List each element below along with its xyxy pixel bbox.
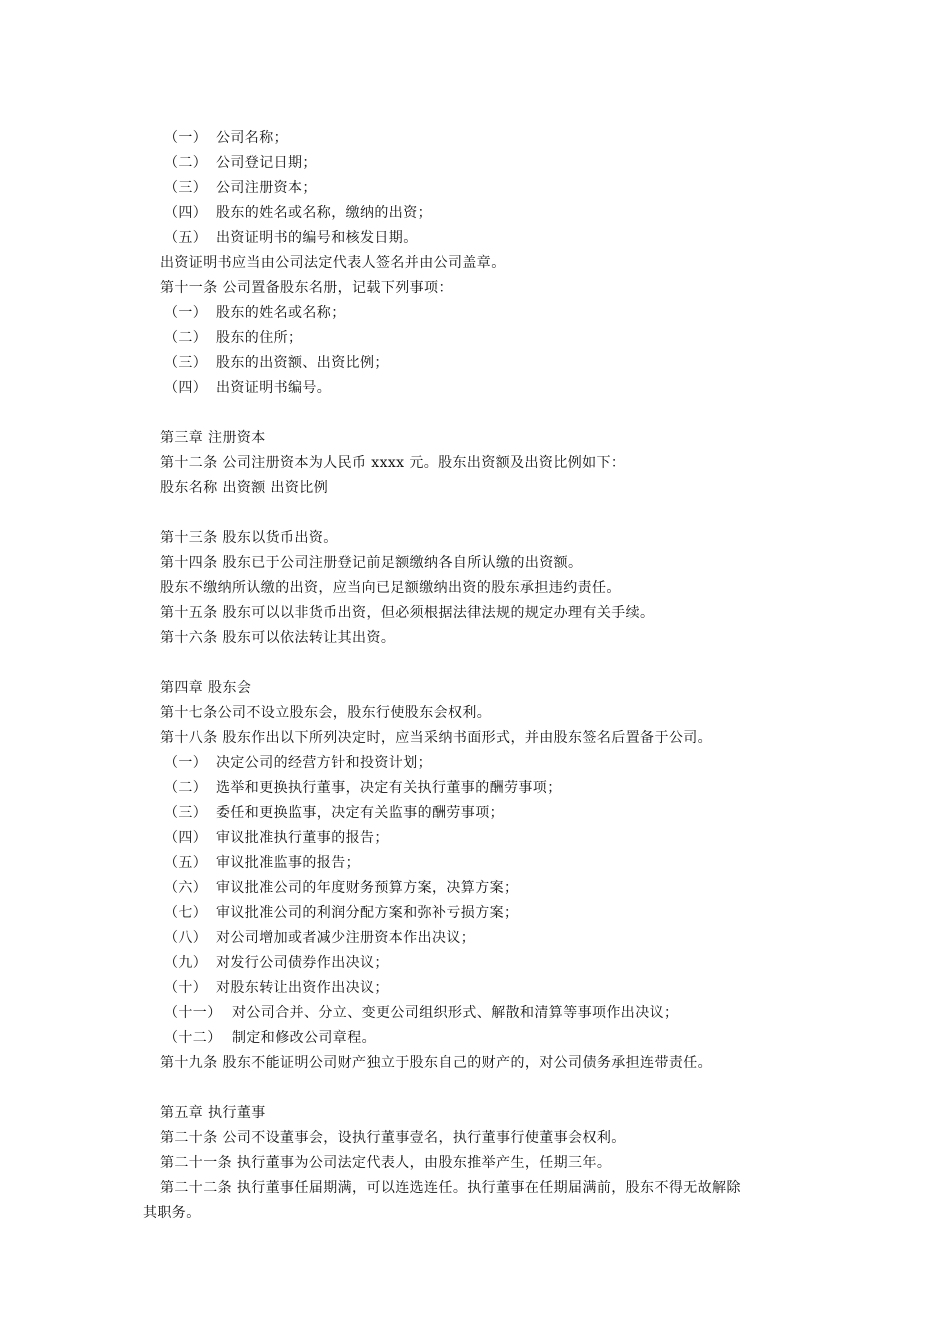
list-item: （十二） 制定和修改公司章程。	[164, 1030, 376, 1046]
list-item: （十一） 对公司合并、分立、变更公司组织形式、解散和清算等事项作出决议；	[164, 1005, 679, 1021]
article-19: 第十九条 股东不能证明公司财产独立于股东自己的财产的，对公司债务承担连带责任。	[160, 1055, 713, 1071]
article-16: 第十六条 股东可以依法转让其出资。	[160, 630, 396, 646]
article-11: 第十一条 公司置备股东名册，记载下列事项：	[160, 280, 453, 296]
list-item: （二） 股东的住所；	[164, 330, 303, 346]
list-item: （五） 审议批准监事的报告；	[164, 855, 360, 871]
article-22-line-2: 其职务。	[143, 1205, 201, 1221]
article-15: 第十五条 股东可以以非货币出资，但必须根据法律法规的规定办理有关手续。	[160, 605, 655, 621]
paragraph: 股东不缴纳所认缴的出资，应当向已足额缴纳出资的股东承担违约责任。	[160, 580, 621, 596]
list-item: （三） 委任和更换监事，决定有关监事的酬劳事项；	[164, 805, 504, 821]
list-item: （四） 股东的姓名或名称，缴纳的出资；	[164, 205, 432, 221]
article-22-line-1: 第二十二条 执行董事任届期满，可以连选连任。执行董事在任期届满前，股东不得无故解除	[160, 1180, 741, 1196]
paragraph: 出资证明书应当由公司法定代表人签名并由公司盖章。	[160, 255, 506, 271]
article-18: 第十八条 股东作出以下所列决定时，应当采纳书面形式，并由股东签名后置备于公司。	[160, 730, 713, 746]
chapter-heading: 第五章 执行董事	[160, 1105, 266, 1121]
list-item: （六） 审议批准公司的年度财务预算方案，决算方案；	[164, 880, 519, 896]
list-item: （四） 出资证明书编号。	[164, 380, 332, 396]
list-item: （五） 出资证明书的编号和核发日期。	[164, 230, 418, 246]
list-item: （一） 决定公司的经营方针和投资计划；	[164, 755, 432, 771]
capital-table-header: 股东名称 出资额 出资比例	[160, 480, 329, 496]
list-item: （一） 公司名称；	[164, 130, 288, 146]
list-item: （四） 审议批准执行董事的报告；	[164, 830, 389, 846]
article-20: 第二十条 公司不设董事会，设执行董事壹名，执行董事行使董事会权利。	[160, 1130, 626, 1146]
chapter-heading: 第四章 股东会	[160, 680, 252, 696]
list-item: （三） 公司注册资本；	[164, 180, 317, 196]
article-12: 第十二条 公司注册资本为人民币 xxxx 元。股东出资额及出资比例如下：	[160, 455, 626, 471]
list-item: （二） 选举和更换执行董事，决定有关执行董事的酬劳事项；	[164, 780, 562, 796]
list-item: （七） 审议批准公司的利润分配方案和弥补亏损方案；	[164, 905, 519, 921]
chapter-heading: 第三章 注册资本	[160, 430, 266, 446]
article-17: 第十七条公司不设立股东会，股东行使股东会权利。	[160, 705, 492, 721]
list-item: （十） 对股东转让出资作出决议；	[164, 980, 389, 996]
article-14: 第十四条 股东已于公司注册登记前足额缴纳各自所认缴的出资额。	[160, 555, 583, 571]
list-item: （二） 公司登记日期；	[164, 155, 317, 171]
list-item: （一） 股东的姓名或名称；	[164, 305, 346, 321]
list-item: （九） 对发行公司债券作出决议；	[164, 955, 389, 971]
article-13: 第十三条 股东以货币出资。	[160, 530, 338, 546]
list-item: （八） 对公司增加或者减少注册资本作出决议；	[164, 930, 476, 946]
article-21: 第二十一条 执行董事为公司法定代表人，由股东推举产生，任期三年。	[160, 1155, 612, 1171]
list-item: （三） 股东的出资额、出资比例；	[164, 355, 389, 371]
